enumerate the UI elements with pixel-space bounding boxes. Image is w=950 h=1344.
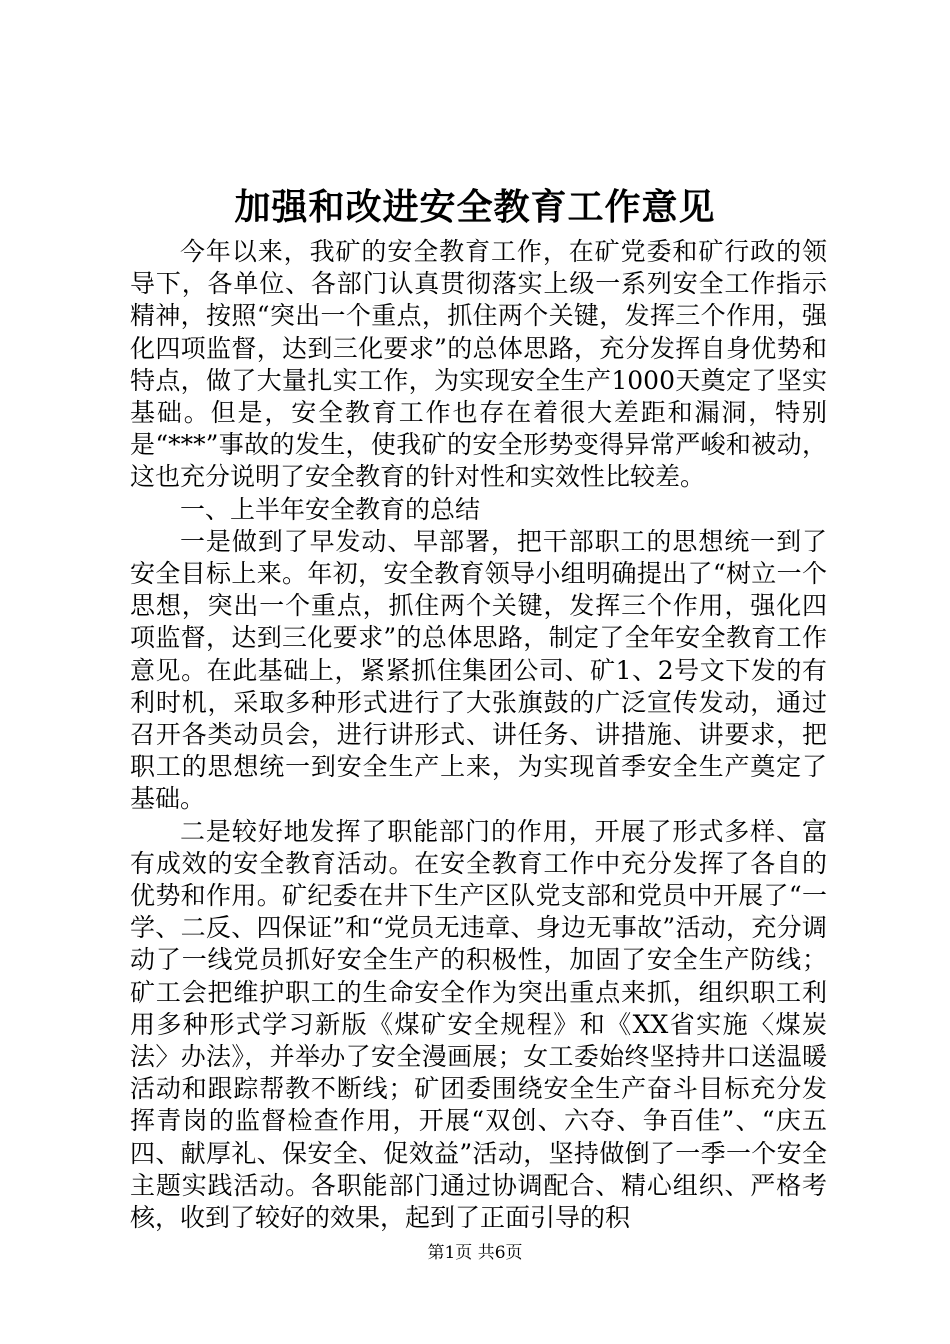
section-heading: 一、上半年安全教育的总结 — [180, 494, 481, 524]
paragraph-point-one: 一是做到了早发动、早部署，把干部职工的思想统一到了安全目标上来。年初，安全教育领导小组明确提出了“树立一个思想，突出一个重点，抓住两个关键，发挥三个作用，强化四项监督，达到三化要求”的总体思路，制定了全年安全教育工作意见。在此基础上，紧紧抓住集团公司、矿1、2号文下发的有利时机，采取多种形式进行了大张旗鼓的广泛宣传发动，通过召开各类动员会，进行讲形式、讲任务、讲措施、讲要求，把职工的思想统一到安全生产上来，为实现首季安全生产奠定了基础。 — [130, 526, 827, 814]
document-body — [130, 236, 827, 1234]
paragraph-intro: 今年以来，我矿的安全教育工作，在矿党委和矿行政的领导下，各单位、各部门认真贯彻落实上级一系列安全工作指示精神，按照“突出一个重点，抓住两个关键，发挥三个作用，强化四项监督，达到三化要求”的总体思路，充分发挥自身优势和特点，做了大量扎实工作，为实现安全生产1000天奠定了坚实基础。但是，安全教育工作也存在着很大差距和漏洞，特别是“***”事故的发生，使我矿的安全形势变得异常严峻和被动，这也充分说明了安全教育的针对性和实效性比较差。 — [130, 237, 827, 492]
paragraph-point-two: 二是较好地发挥了职能部门的作用，开展了形式多样、富有成效的安全教育活动。在安全教育工作中充分发挥了各自的优势和作用。矿纪委在井下生产区队党支部和党员中开展了“一学、二反、四保证”和“党员无违章、身边无事故”活动，充分调动了一线党员抓好安全生产的积极性，加固了安全生产防线；矿工会把维护职工的生命安全作为突出重点来抓，组织职工利用多种形式学习新版《煤矿安全规程》和《XX省实施〈煤炭法〉办法》，并举办了安全漫画展；女工委始终坚持井口送温暖活动和跟踪帮教不断线；矿团委围绕安全生产奋斗目标充分发挥青岗的监督检查作用，开展“双创、六夺、争百佳”、“庆五四、献厚礼、保安全、促效益”活动，坚持做倒了一季一个安全主题实践活动。各职能部门通过协调配合、精心组织、严格考核，收到了较好的效果，起到了正面引导的积 — [130, 816, 827, 1233]
document-title: 加强和改进安全教育工作意见 — [234, 186, 716, 228]
page-number: 第1页 共6页 — [427, 1243, 523, 1263]
